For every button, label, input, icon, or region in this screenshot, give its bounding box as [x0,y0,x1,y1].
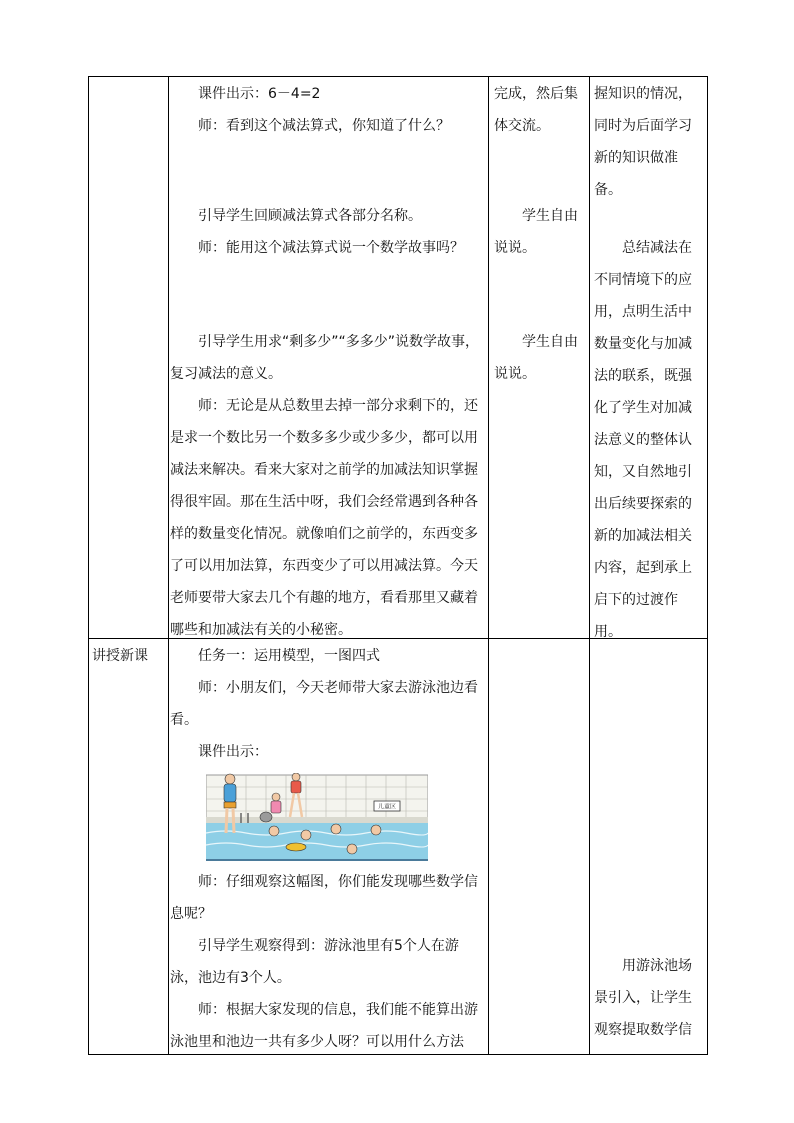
row1-col3-block-a [494,78,584,142]
text-guide-observe: 引导学生观察得到：游泳池里有5个人在游泳，池边有3个人。 [170,938,459,986]
row1-col2-block-a [170,78,484,142]
table-top-border [88,76,708,77]
pool-sign-label: 儿童区 [377,803,397,811]
text-courseware-1: 课件出示：6－4=2 [198,86,321,102]
row1-col3-block-c [494,326,584,390]
text-student-2: 学生自由说说。 [494,208,578,256]
row2-col1 [92,640,166,672]
row1-col3-block-b [494,200,584,264]
text-teacher-total: 师：根据大家发现的信息，我们能不能算出游泳池里和池边一共有多少人呀？可以用什么方法 [170,1002,478,1050]
text-guide-2: 引导学生用求“剩多少”“多多少”说数学故事，复习减法的意义。 [170,334,480,382]
swimming-pool-illustration [206,773,428,861]
text-intent-1: 握知识的情况，同时为后面学习新的知识做准备。 [594,86,692,198]
text-intent-2: 总结减法在不同情境下的应用，点明生活中数量变化与加减法的联系，既强化了学生对加减法意义的整体认知，又自然地引出后续要探索的新的加减法相关内容，起到承上启下的过渡作用。 [594,240,692,640]
text-teacher-q2: 师：能用这个减法算式说一个数学故事吗？ [198,240,464,256]
row1-col2-block-c [170,326,484,646]
row2-col2-block-a [170,640,484,768]
text-teacher-q1: 师：看到这个减法算式，你知道了什么？ [198,118,450,134]
row2-col2-block-b [170,866,484,1058]
section-label-new-lesson: 讲授新课 [92,648,148,664]
text-intent-3: 用游泳池场景引入，让学生观察提取数学信 [594,958,692,1038]
text-guide-1: 引导学生回顾减法算式各部分名称。 [198,208,422,224]
col-border-left [88,76,89,1055]
row2-col4 [594,950,704,1046]
col-border-3 [589,76,590,1055]
row1-col4-block-a [594,78,704,206]
text-student-1: 完成，然后集体交流。 [494,86,578,134]
col-border-right [707,76,708,1055]
text-courseware-2: 课件出示： [198,744,268,760]
text-teacher-summary: 师：无论是从总数里去掉一部分求剩下的，还是求一个数比另一个数多多少或少多少，都可以用减法来解决。看来大家对之前学的加减法知识掌握得很牢固。那在生活中呀，我们会经常遇到各种各样的数量变化情况。就像咱们之前学的，东西变多了可以用加法算，东西变少了可以用减法算。今天老师要带大家去几个有趣的地方，看看那里又藏着哪些和加减法有关的小秘密。 [170,398,478,638]
col-border-2 [488,76,489,1055]
text-student-3: 学生自由说说。 [494,334,578,382]
text-teacher-intro: 师：小朋友们，今天老师带大家去游泳池边看看。 [170,680,478,728]
text-task-1: 任务一：运用模型，一图四式 [198,648,380,664]
text-teacher-observe: 师：仔细观察这幅图，你们能发现哪些数学信息呢？ [170,874,478,922]
row1-col4-block-b [594,232,704,648]
row1-col2-block-b [170,200,484,264]
col-border-1 [168,76,169,1055]
